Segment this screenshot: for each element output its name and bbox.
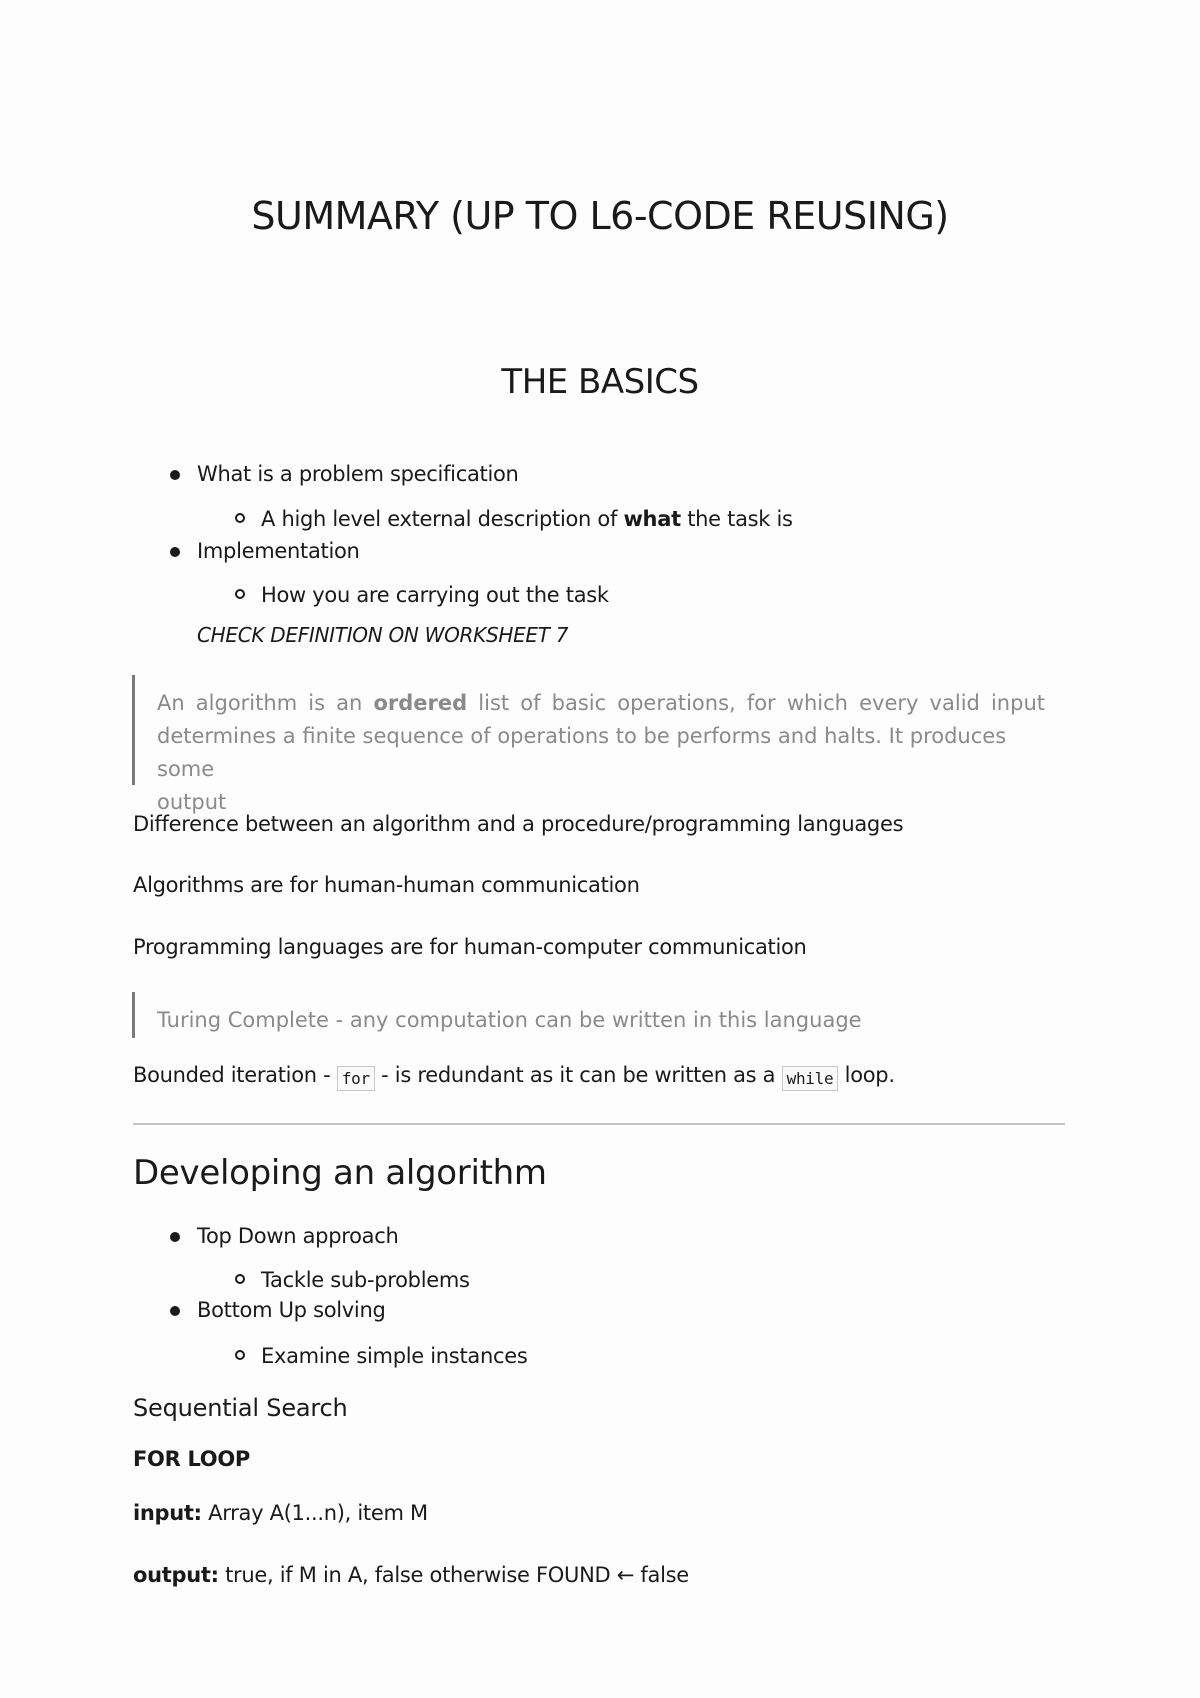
check-definition-note: CHECK DEFINITION ON WORKSHEET 7 — [197, 623, 569, 647]
blockquote-bar — [132, 992, 135, 1038]
label-for-loop: FOR LOOP — [133, 1447, 251, 1471]
sub-list-item-bottom-up: Examine simple instances — [261, 1344, 528, 1368]
page-title: SUMMARY (UP TO L6-CODE REUSING) — [251, 194, 949, 238]
section-heading-basics: THE BASICS — [501, 362, 699, 402]
paragraph-programming-languages: Programming languages are for human-computer communication — [133, 935, 807, 959]
bullet-circle-icon — [235, 513, 245, 523]
blockquote-algorithm-definition: An algorithm is an ordered list of basic operations, for which every valid input determines a finite sequence of operations to be performs and halts. It produces some output — [157, 691, 1045, 814]
section-heading-developing: Developing an algorithm — [133, 1153, 547, 1193]
bullet-disc-icon — [170, 547, 180, 557]
bullet-disc-icon — [170, 470, 180, 480]
sub-list-item-problem-spec: A high level external description of what the task is — [261, 507, 793, 531]
blockquote-bar — [132, 675, 135, 785]
list-item-implementation: Implementation — [197, 539, 360, 563]
sub-list-item-top-down: Tackle sub-problems — [261, 1268, 470, 1292]
subsection-heading-sequential-search: Sequential Search — [133, 1394, 348, 1422]
paragraph-output: output: true, if M in A, false otherwise FOUND ← false — [133, 1563, 689, 1587]
list-item-top-down: Top Down approach — [197, 1224, 399, 1248]
bullet-disc-icon — [170, 1232, 180, 1242]
bullet-circle-icon — [235, 1274, 245, 1284]
bullet-circle-icon — [235, 589, 245, 599]
bullet-circle-icon — [235, 1350, 245, 1360]
inline-code-for: for — [337, 1066, 375, 1091]
sub-list-item-implementation: How you are carrying out the task — [261, 583, 609, 607]
list-item-bottom-up: Bottom Up solving — [197, 1298, 386, 1322]
bullet-disc-icon — [170, 1306, 180, 1316]
paragraph-algorithms: Algorithms are for human-human communication — [133, 873, 640, 897]
paragraph-difference: Difference between an algorithm and a procedure/programming languages — [133, 812, 904, 836]
paragraph-input: input: Array A(1...n), item M — [133, 1501, 428, 1525]
inline-code-while: while — [782, 1066, 839, 1091]
blockquote-turing-complete: Turing Complete - any computation can be written in this language — [157, 1008, 862, 1032]
list-item-problem-spec: What is a problem specification — [197, 462, 519, 486]
horizontal-rule — [133, 1123, 1065, 1125]
paragraph-bounded-iteration: Bounded iteration - for - is redundant as it can be written as a while loop. — [133, 1063, 895, 1087]
